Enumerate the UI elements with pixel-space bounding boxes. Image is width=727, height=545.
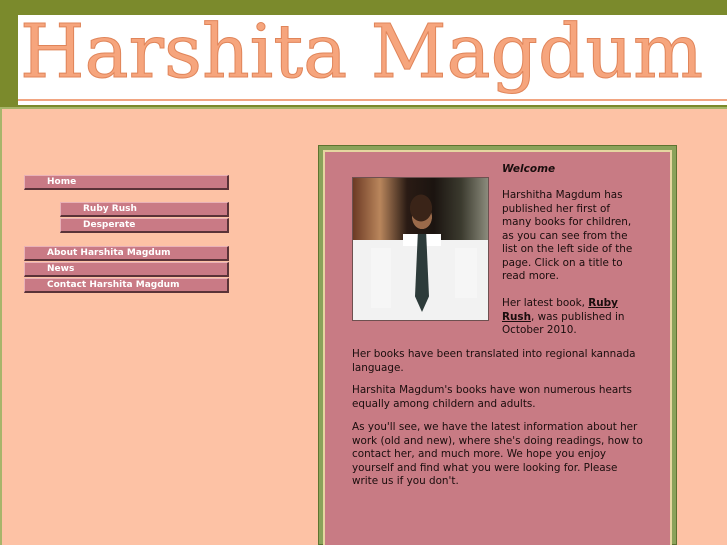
latest-suffix: , was published in October 2010. [502,310,625,336]
latest-book-paragraph [502,297,642,338]
author-photo [352,177,489,321]
info-paragraph: As you'll see, we have the latest information about her work (old and new), where she's doing readings, how to contact her, and much more. We hope you enjoy yourself and find what you were looking for. Please write us if you don't. [352,421,643,487]
nav-item-ruby-rush[interactable]: Ruby Rush [60,202,229,217]
ruby-rush-link[interactable]: Ruby Rush [502,297,618,323]
header-underline [18,99,727,101]
hearts-paragraph: Harshita Magdum's books have won numerous hearts equally among childern and adults. [352,384,632,410]
nav-item-news[interactable]: News [24,262,229,277]
nav-item-about[interactable]: About Harshita Magdum [24,246,229,261]
nav-item-contact[interactable]: Contact Harshita Magdum [24,278,229,293]
intro-paragraph: Harshitha Magdum has published her first of many books for children, as you can see from the list on the left side of the page. Click on a title to read more. [502,189,633,282]
welcome-heading: Welcome [502,163,556,175]
photo-shirt-left [371,248,391,308]
translated-paragraph: Her books have been translated into regional kannada language. [352,348,636,374]
photo-shirt-right [455,248,477,298]
nav-item-desperate[interactable]: Desperate [60,218,229,233]
latest-prefix: Her latest book, [502,297,589,309]
site-title: Harshita Magdum [20,9,704,95]
header-banner [18,9,727,105]
nav-item-home[interactable]: Home [24,175,229,190]
